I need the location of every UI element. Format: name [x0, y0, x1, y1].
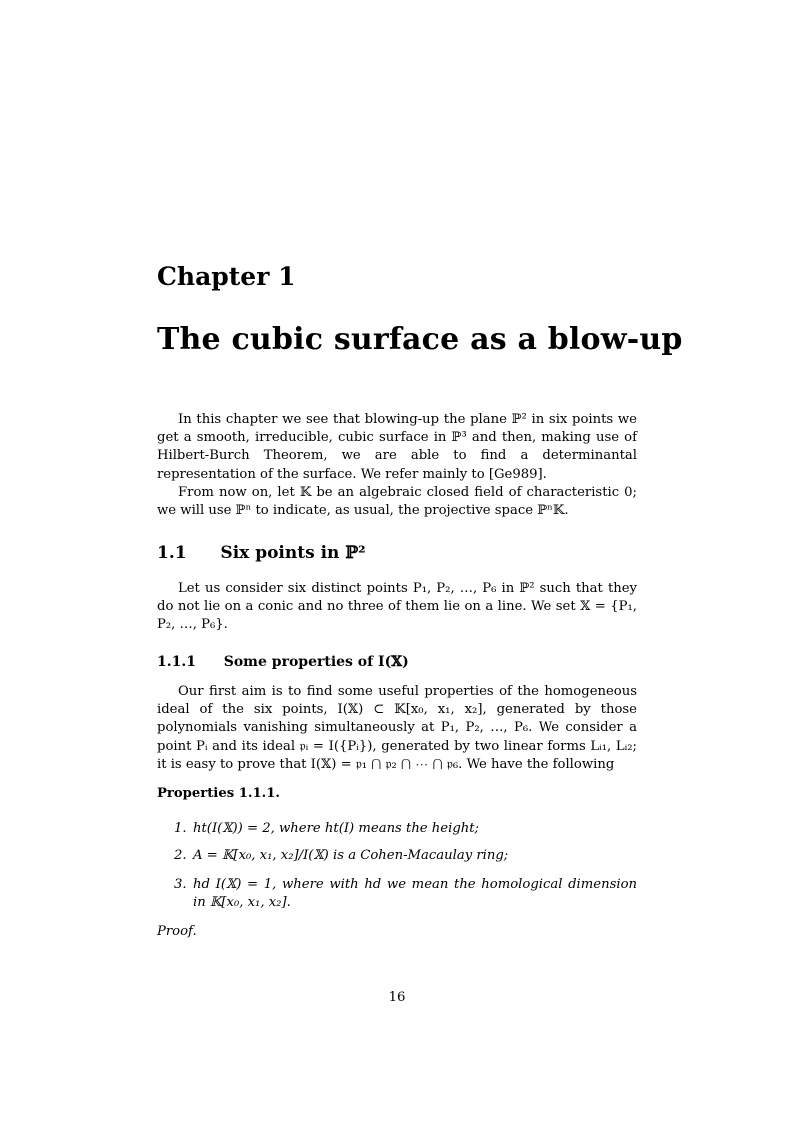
properties-title: Properties 1.1.1. — [157, 786, 281, 801]
list-item-text: ht(I(𝕏)) = 2, where ht(I) means the height; — [193, 821, 479, 836]
list-item-number: 1. — [174, 821, 187, 836]
section-number: 1.1 — [157, 543, 187, 563]
section-text — [157, 580, 637, 635]
section-paragraph-1: Let us consider six distinct points P₁, P₂, …, P₆ in ℙ² such that they do not lie on a conic and no three of them lie on a line. We set 𝕏 = {P₁, P₂, …, P₆}. — [157, 581, 637, 633]
section-heading — [157, 543, 366, 563]
chapter-label: Chapter 1 — [157, 262, 296, 291]
proof-label: Proof. — [157, 924, 197, 939]
list-item-text: A = 𝕂[x₀, x₁, x₂]/I(𝕏) is a Cohen-Macaulay ring; — [193, 848, 509, 863]
intro-paragraph-1: In this chapter we see that blowing-up the plane ℙ² in six points we get a smooth, irreducible, cubic surface in ℙ³ and then, making use of Hilbert-Burch Theorem, we are able to find a determinantal representation of the surface. We refer mainly to [Ge989]. — [157, 412, 637, 482]
intro-paragraph-2: From now on, let 𝕂 be an algebraic closed field of characteristic 0; we will use ℙⁿ to indicate, as usual, the projective space ℙⁿ𝕂. — [157, 484, 637, 519]
section-title: Six points in ℙ² — [220, 543, 366, 563]
subsection-heading — [157, 654, 409, 670]
list-item-number: 3. — [174, 877, 187, 892]
subsection-paragraph-1: Our first aim is to find some useful properties of the homogeneous ideal of the six points, I(𝕏) ⊂ 𝕂[x₀, x₁, x₂], generated by those polynomials vanishing simultaneously at P₁, P₂, …, P₆. We consider a point Pᵢ and its ideal 𝔭ᵢ = I({Pᵢ}), generated by two linear forms Lᵢ₁, Lᵢ₂; it is easy to prove that I(𝕏) = 𝔭₁ ⋂ 𝔭₂ ⋂ ⋯ ⋂ 𝔭₆. We have the following — [157, 684, 637, 772]
list-item-number: 2. — [174, 848, 187, 863]
subsection-text — [157, 683, 637, 774]
intro-text — [157, 411, 637, 520]
page-number: 16 — [388, 990, 406, 1005]
subsection-number: 1.1.1 — [157, 654, 196, 670]
properties-list — [157, 820, 637, 920]
subsection-title: Some properties of I(𝕏) — [223, 654, 409, 670]
list-item-text: hd I(𝕏) = 1, where with hd we mean the homological dimension in 𝕂[x₀, x₁, x₂]. — [193, 877, 637, 911]
chapter-title: The cubic surface as a blow-up — [157, 322, 683, 357]
